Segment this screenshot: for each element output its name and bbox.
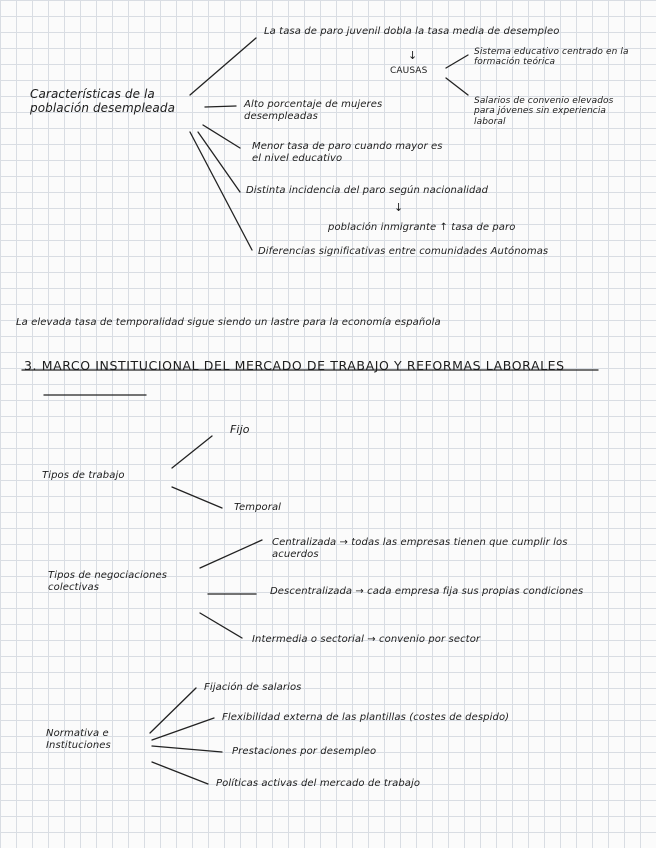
node-centralized: Centralizada → todas las empresas tienen que cumplir los acuerdos [272,537,568,560]
connector-cause1 [446,55,468,68]
label-causas: CAUSAS [390,66,428,76]
root-regulation: Normativa e Instituciones [46,728,111,751]
connector-benefits [152,746,222,752]
connector-policies [152,762,208,784]
connector-nationality [198,132,240,192]
node-education: Menor tasa de paro cuando mayor es el nivel educativo [252,141,443,164]
node-cause-wages: Salarios de convenio elevados para jóvenes sin experiencia laboral [474,96,614,127]
node-regions: Diferencias significativas entre comunidades Autónomas [258,246,549,257]
node-decentralized: Descentralizada → cada empresa fija sus propias condiciones [270,586,584,597]
connector-fixed [172,436,212,468]
connector-cause2 [446,78,468,95]
connector-youth [190,38,256,95]
node-benefits: Prestaciones por desempleo [232,746,377,757]
node-youth-rate: La tasa de paro juvenil dobla la tasa media de desempleo [264,26,560,37]
connector-education [203,125,240,148]
node-intermediate: Intermedia o sectorial → convenio por sector [252,634,481,645]
connector-intermediate [200,613,242,638]
node-wages: Fijación de salarios [204,682,302,693]
node-nationality: Distinta incidencia del paro según nacionalidad [246,185,489,196]
down-arrow-nationality: ↓ [394,201,404,214]
connector-regions [190,132,252,250]
connector-temporary [172,487,222,508]
temporality-note: La elevada tasa de temporalidad sigue siendo un lastre para la economía española [16,317,441,328]
node-immigrant: población inmigrante ↑ tasa de paro [328,222,516,233]
root-work-types: Tipos de trabajo [42,470,125,481]
node-temporary: Temporal [234,502,282,513]
node-policies: Políticas activas del mercado de trabajo [216,778,421,789]
section-3-heading: 3. MARCO INSTITUCIONAL DEL MERCADO DE TRABAJO Y REFORMAS LABORALES [24,358,565,373]
node-cause-education: Sistema educativo centrado en la formación teórica [474,47,629,68]
node-women: Alto porcentaje de mujeres desempleadas [244,99,383,122]
down-arrow-causas: ↓ [408,49,418,62]
root-characteristics: Características de la población desempleada [30,87,176,115]
node-flexibility: Flexibilidad externa de las plantillas (costes de despido) [222,712,510,723]
root-negotiation: Tipos de negociaciones colectivas [48,570,168,593]
node-fixed: Fijo [230,423,250,436]
connector-centralized [200,540,262,568]
